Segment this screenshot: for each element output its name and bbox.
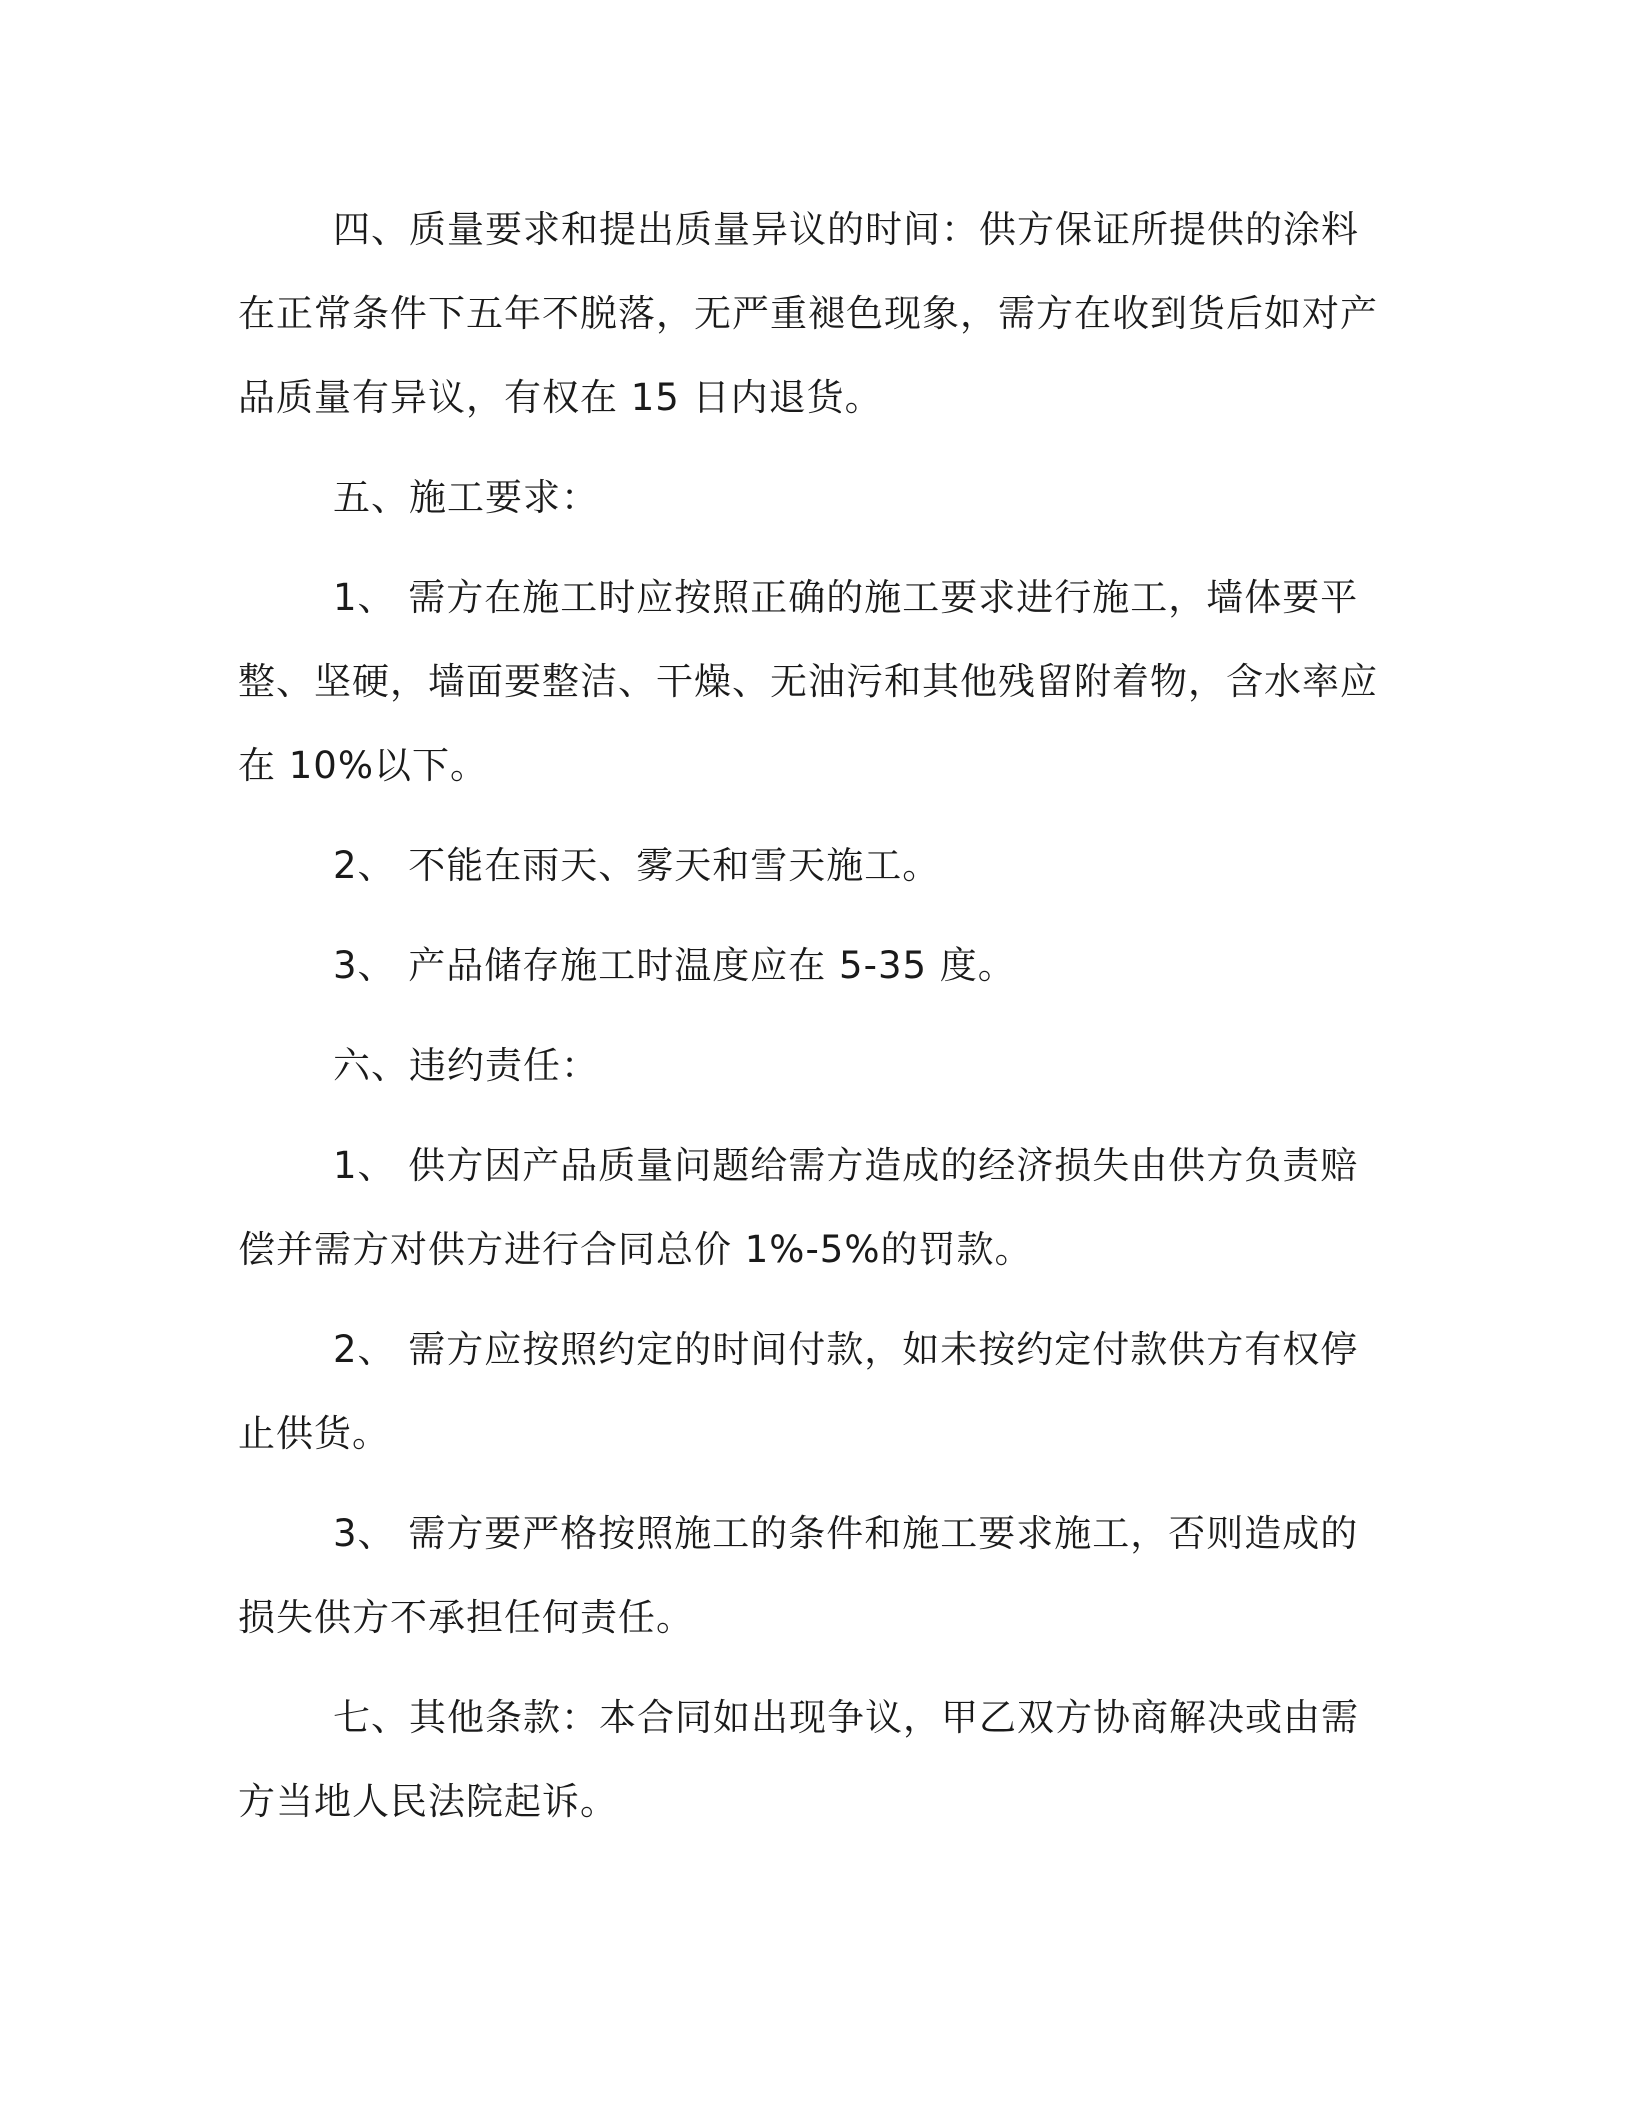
clause-6-item-1: 1、 供方因产品质量问题给需方造成的经济损失由供方负责赔偿并需方对供方进行合同总价 1%-5%的罚款。 — [238, 1144, 1359, 1271]
clause-5-item-2: 2、 不能在雨天、雾天和雪天施工。 — [333, 844, 941, 887]
clause-7-other: 七、其他条款：本合同如出现争议，甲乙双方协商解决或由需方当地人民法院起诉。 — [238, 1696, 1359, 1823]
clause-4-quality: 四、质量要求和提出质量异议的时间：供方保证所提供的涂料在正常条件下五年不脱落，无严重褪色现象，需方在收到货后如对产品质量有异议，有权在 15 日内退货。 — [238, 208, 1378, 419]
clause-5-item-3: 3、 产品储存施工时温度应在 5-35 度。 — [333, 944, 1016, 987]
contract-body — [238, 188, 1388, 1860]
clause-5-heading: 五、施工要求： — [333, 476, 599, 519]
clause-6-item-2: 2、 需方应按照约定的时间付款，如未按约定付款供方有权停止供货。 — [238, 1328, 1359, 1455]
clause-6-heading: 六、违约责任： — [333, 1044, 599, 1087]
clause-6-item-3: 3、 需方要严格按照施工的条件和施工要求施工，否则造成的损失供方不承担任何责任。 — [238, 1512, 1359, 1639]
clause-5-item-1: 1、 需方在施工时应按照正确的施工要求进行施工，墙体要平整、坚硬，墙面要整洁、干燥、无油污和其他残留附着物，含水率应在 10%以下。 — [238, 576, 1378, 787]
